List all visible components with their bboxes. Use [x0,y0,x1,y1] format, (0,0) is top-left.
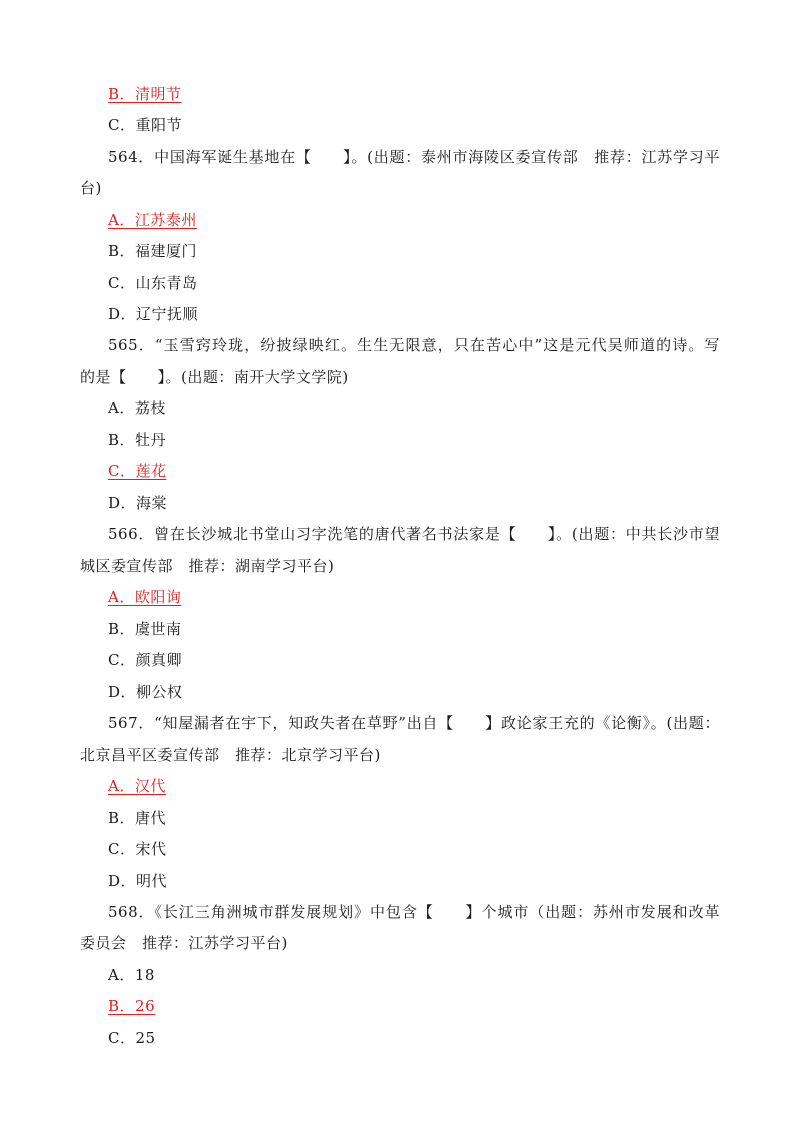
option-d: D．柳公权 [108,683,183,701]
option-c: C．25 [108,1029,156,1047]
option-b: B．牡丹 [108,431,167,449]
option-d: D．明代 [108,872,168,890]
option-b: B．唐代 [108,809,167,827]
option-c: C．重阳节 [108,116,182,134]
option-a: A．荔枝 [108,399,166,417]
option-b: B．福建厦门 [108,242,198,260]
question-566-continued: 城区委宣传部 推荐：湖南学习平台) [80,557,335,575]
option-a-answer: A．江苏泰州 [108,211,197,229]
question-568-continued: 委员会 推荐：江苏学习平台) [80,934,288,952]
option-c: C．颜真卿 [108,651,182,669]
option-a-answer: A．汉代 [108,777,166,795]
option-c: C．宋代 [108,840,167,858]
question-568: 568．《长江三角洲城市群发展规划》中包含【 】个城市（出题：苏州市发展和改革 [108,903,720,921]
question-564-continued: 台) [80,179,102,197]
option-a-answer: A．欧阳询 [108,588,182,606]
question-565-continued: 的是【 】。(出题：南开大学文学院) [80,368,349,386]
question-564: 564．中国海军诞生基地在【 】。(出题：泰州市海陵区委宣传部 推荐：江苏学习平 [108,148,720,166]
option-c-answer: C．莲花 [108,462,167,480]
option-d: D．海棠 [108,494,168,512]
option-c: C．山东青岛 [108,274,198,292]
question-567: 567．“知屋漏者在宇下，知政失者在草野”出自【 】政论家王充的《论衡》。(出题： [108,714,720,732]
question-565: 565．“玉雪窍玲珑，纷披绿映红。生生无限意，只在苦心中”这是元代吴师道的诗。写 [108,336,720,354]
option-b-answer: B．清明节 [108,85,182,103]
option-b: B．虞世南 [108,620,182,638]
option-d: D．辽宁抚顺 [108,305,199,323]
option-a: A．18 [108,966,155,984]
option-b-answer: B．26 [108,997,156,1015]
question-567-continued: 北京昌平区委宣传部 推荐：北京学习平台) [80,746,381,764]
question-566: 566．曾在长沙城北书堂山习字洗笔的唐代著名书法家是【 】。(出题：中共长沙市望 [108,525,720,543]
